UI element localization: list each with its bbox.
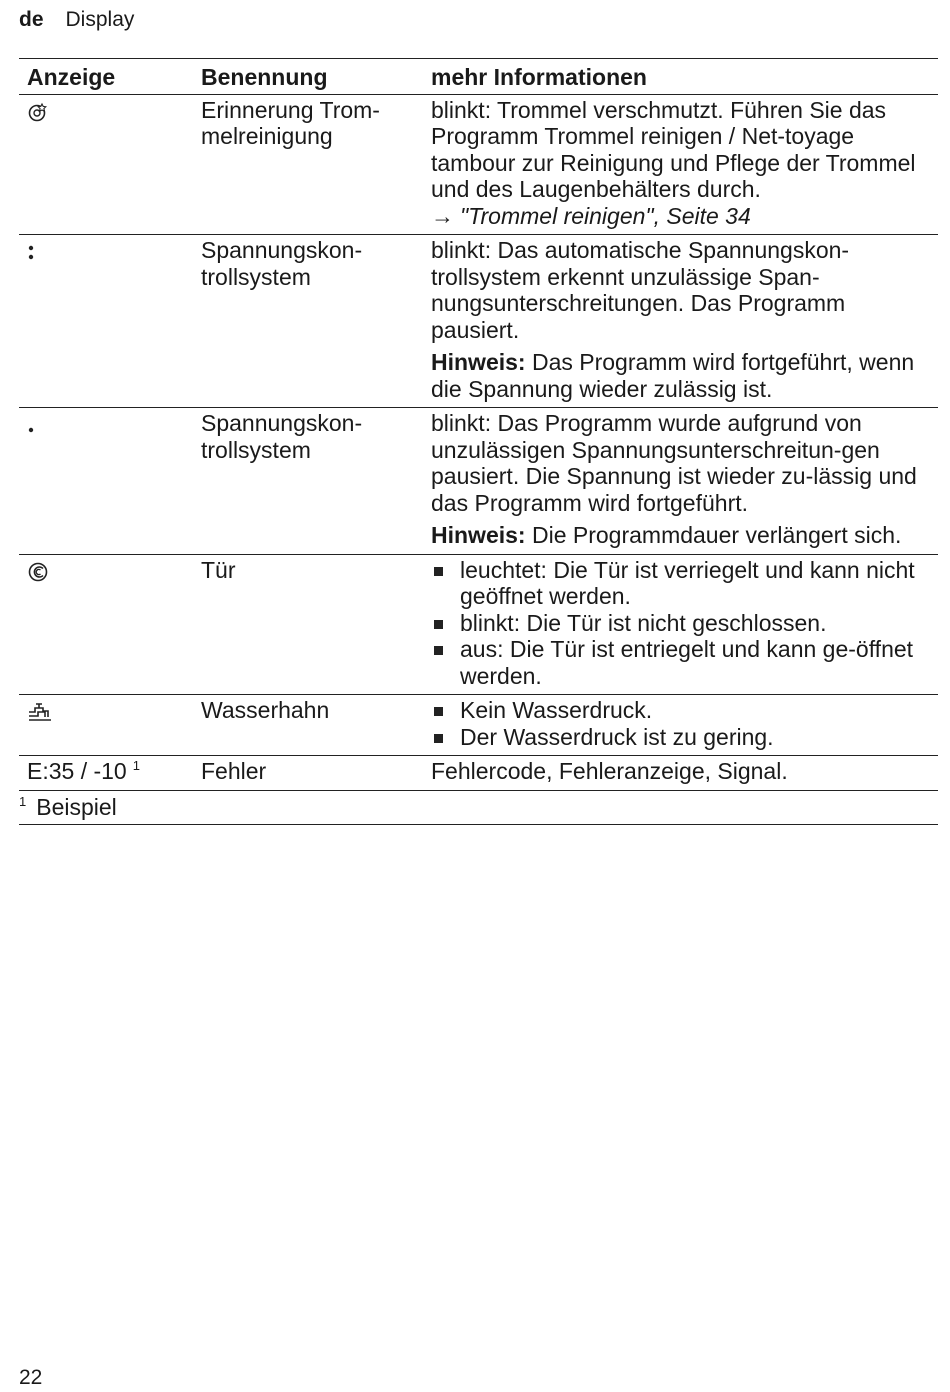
column-header-anzeige: Anzeige [27, 64, 116, 90]
table-footnote-row [19, 790, 938, 825]
footnote-marker: 1 [19, 793, 27, 809]
name-cell: Spannungskon-trollsystem [201, 237, 363, 290]
info-text: blinkt: Das automatische Spannungskon-trollsystem erkennt unzulässige Span-nungsunterschreitungen. Das Programm pausiert. [431, 237, 850, 343]
note [431, 349, 932, 402]
list-item: leuchtet: Die Tür ist verriegelt und kann nicht geöffnet werden. [431, 557, 932, 610]
display-cell [19, 756, 201, 791]
dot-icon [27, 414, 37, 442]
section-title: Display [65, 8, 135, 31]
name-cell: Fehler [201, 758, 267, 784]
bullet-list [431, 697, 932, 750]
drum-cleaning-reminder-icon [27, 101, 49, 129]
footnote-marker: 1 [132, 758, 140, 774]
info-cell [431, 235, 938, 408]
door-lock-icon [27, 561, 51, 589]
info-cell [431, 554, 938, 695]
note-text: Die Programmdauer verlängert sich. [531, 522, 902, 548]
display-cell [19, 235, 201, 408]
table-row [19, 554, 938, 695]
table-row [19, 235, 938, 408]
name-cell: Spannungskon-trollsystem [201, 410, 363, 463]
page-number: 22 [19, 1366, 43, 1389]
list-item: Der Wasserdruck ist zu gering. [431, 724, 932, 751]
footnote [19, 790, 938, 825]
display-cell [19, 94, 201, 235]
display-cell [19, 695, 201, 756]
table-header-row [19, 59, 938, 95]
display-cell [19, 554, 201, 695]
cross-reference-link[interactable]: "Trommel reinigen", Seite 34 [460, 202, 751, 229]
note [431, 522, 932, 549]
list-item: aus: Die Tür ist entriegelt und kann ge-öffnet werden. [431, 636, 932, 689]
note-label: Hinweis: [431, 349, 526, 375]
info-text: blinkt: Trommel verschmutzt. Führen Sie das Programm Trommel reinigen / Net-toyage tambour zur Reinigung und Pflege der Trommel und des Laugenbehälters durch. [431, 96, 916, 202]
table-row [19, 756, 938, 791]
name-cell: Wasserhahn [201, 697, 330, 723]
info-cell: Fehlercode, Fehleranzeige, Signal. [431, 758, 788, 784]
info-cell [431, 94, 938, 235]
list-item: Kein Wasserdruck. [431, 697, 932, 724]
info-cell [431, 695, 938, 756]
display-cell [19, 408, 201, 555]
footnote-text: Beispiel [36, 793, 117, 820]
display-symbols-table [19, 58, 938, 825]
page-header [19, 8, 134, 32]
column-header-mehr-informationen: mehr Informationen [431, 64, 647, 90]
arrow-right-icon: → [431, 202, 454, 229]
info-cell [431, 408, 938, 555]
note-label: Hinweis: [431, 522, 526, 548]
language-code: de [19, 8, 44, 31]
column-header-benennung: Benennung [201, 64, 328, 90]
list-item: blinkt: Die Tür ist nicht geschlossen. [431, 610, 932, 637]
bullet-list [431, 557, 932, 690]
table-row [19, 408, 938, 555]
table-row [19, 695, 938, 756]
info-text: blinkt: Das Programm wurde aufgrund von unzulässigen Spannungsunterschreitun-gen pausiert. Die Spannung ist wieder zu-lässig und das Programm wird fortgeführt. [431, 410, 917, 516]
name-cell: Erinnerung Trom-melreinigung [201, 96, 380, 149]
colon-icon [27, 241, 37, 269]
cross-reference [431, 203, 932, 230]
note-text: Das Programm wird fortgeführt, wenn die Spannung wieder zulässig ist. [431, 349, 915, 402]
table-row [19, 94, 938, 235]
water-tap-icon [27, 701, 53, 728]
error-code-display: E:35 / -10 [27, 758, 127, 784]
name-cell: Tür [201, 556, 236, 583]
